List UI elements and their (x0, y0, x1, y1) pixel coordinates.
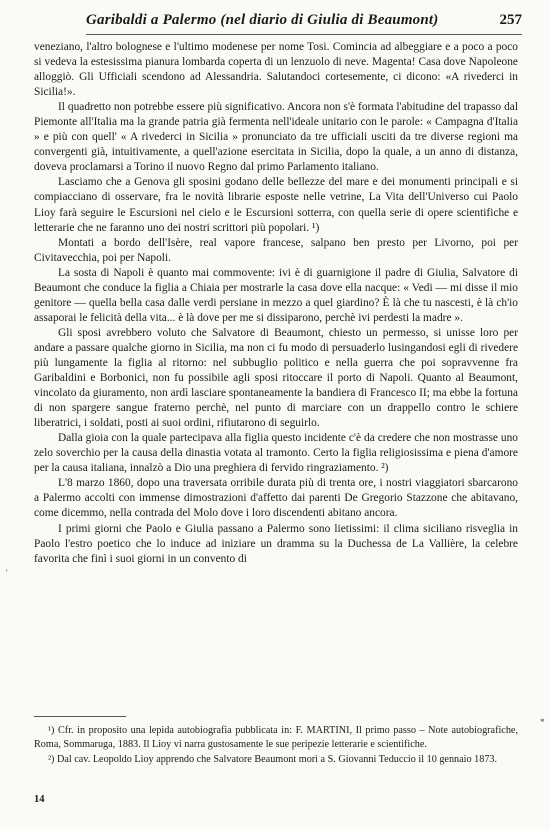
page-number: 257 (499, 12, 522, 28)
paragraph: Il quadretto non potrebbe essere più significativo. Ancora non s'è formata l'abitudine del trapasso dal Piemonte all'Italia ma la grande patria già fermenta nell'ideale unitario con le parole: « Campagna d'Italia » e più con quell' « A rivederci in Sicilia » pronunciato da tre ufficiali usciti da tre diverse regioni ma convergenti già, intuitivamente, a quell'azione esercitata in Sicilia, dopo la quale, a un anno di distanza, doveva proclamarsi a Torino il nuovo Regno dal primo Parlamento italiano. (34, 101, 518, 174)
body-text (34, 40, 518, 567)
paragraph: veneziano, l'altro bolognese e l'ultimo modenese per nome Tosi. Comincia ad albeggiare e a poco a poco si vedeva la estesissima pianura lombarda coperta di un lenzuolo di neve. Magenta! Casa dove Napoleone alloggiò. Gli Ufficiali scendono ad Alessandria. Salutandoci cortesemente, ci dicono: «A rivederci in Sicilia!». (34, 41, 518, 99)
paragraph: L'8 marzo 1860, dopo una traversata orribile durata più di trenta ore, i nostri viaggiatori sbarcarono a Palermo accolti con immense dimostrazioni d'affetto dai parenti De Gregorio Stazzone che abitavano, come dicemmo, nella contrada del Molo dove i loro discendenti abitano ancora. (34, 477, 518, 520)
paragraph: Dalla gioia con la quale partecipava alla figlia questo incidente c'è da credere che non mostrasse uno zelo soverchio per la causa della dinastia votata al tramonto. Certo la figlia religiosissima e piena d'amore per la causa italiana, innalzò a Dio una preghiera di fervido ringraziamento. ²) (34, 432, 518, 475)
paragraph: Lasciamo che a Genova gli sposini godano delle bellezze del mare e dei monumenti principali e si compiacciano di osservare, fra le novità librarie esposte nelle vetrine, La Vita dell'Universo cui Paolo Lioy farà seguire le Escursioni nel cielo e le Escursioni sotterra, con quella serie di opere scientifiche e letterarie che ne faranno uno dei nostri scrittori più popolari. ¹) (34, 176, 518, 234)
margin-mark: * (540, 717, 545, 727)
footnote-divider (34, 716, 126, 717)
footnote: ¹) Cfr. in proposito una lepida autobiografia pubblicata in: F. MARTINI, Il primo passo – Note autobiografiche, Roma, Sommaruga, 1883. Il Lioy vi narra gustosamente le sue peripezie letterarie e scientifiche. (34, 725, 518, 750)
running-title: Garibaldi a Palermo (nel diario di Giulia di Beaumont) (86, 12, 439, 28)
footnotes (34, 724, 518, 769)
paragraph: Gli sposi avrebbero voluto che Salvatore di Beaumont, chiesto un permesso, si unisse loro per andare a passare qualche giorno in Sicilia, ma non ci fu modo di persuaderlo lusingandosi egli di rivedere più lungamente la figlia al ritorno: nel subbuglio politico e nella guerra che poi sopravvenne fra Garibaldini e Borbonici, non fu possibile agli sposi ritoccare il porto di Napoli. Quanto al Beaumont, vincolato da giuramento, non ardì lasciare spontaneamente la bandiera di Francesco II; ma ebbe la fortuna di non spargere sangue fraterno perchè, nel punto di marciare con un drappello contro le schiere liberatrici, i soldati, posti ai suoi ordini, rifiutarono di seguirlo. (34, 326, 518, 430)
margin-mark: ' (6, 568, 8, 578)
footnote: ²) Dal cav. Leopoldo Lioy apprendo che Salvatore Beaumont morì a S. Giovanni Teduccio il 10 gennaio 1873. (48, 754, 498, 766)
folio-number: 14 (34, 794, 45, 805)
page-header (86, 12, 522, 35)
paragraph: I primi giorni che Paolo e Giulia passano a Palermo sono lietissimi: il clima siciliano risveglia in Paolo l'estro poetico che lo induce ad iniziare un dramma su la Duchessa de La Vallière, la celebre favorita che finì i suoi giorni in un convento di (34, 522, 518, 565)
paragraph: Montati a bordo dell'Isère, real vapore francese, salpano ben presto per Livorno, poi per Civitavecchia, poi per Napoli. (34, 236, 518, 264)
paragraph: La sosta di Napoli è quanto mai commovente: ivi è di guarnigione il padre di Giulia, Salvatore di Beaumont che conduce la figlia a Chiaia per mostrarle la casa dove ella nacque: « Vedi — mi disse il mio genitore — quella bella casa dalle verdi persiane in mezzo a quel giardino? È là che tu nascesti, è là ch'io assaporai le felicità della vita... è là dove per me si dissiparono, perchè ivi perdesti la madre ». (34, 266, 518, 324)
